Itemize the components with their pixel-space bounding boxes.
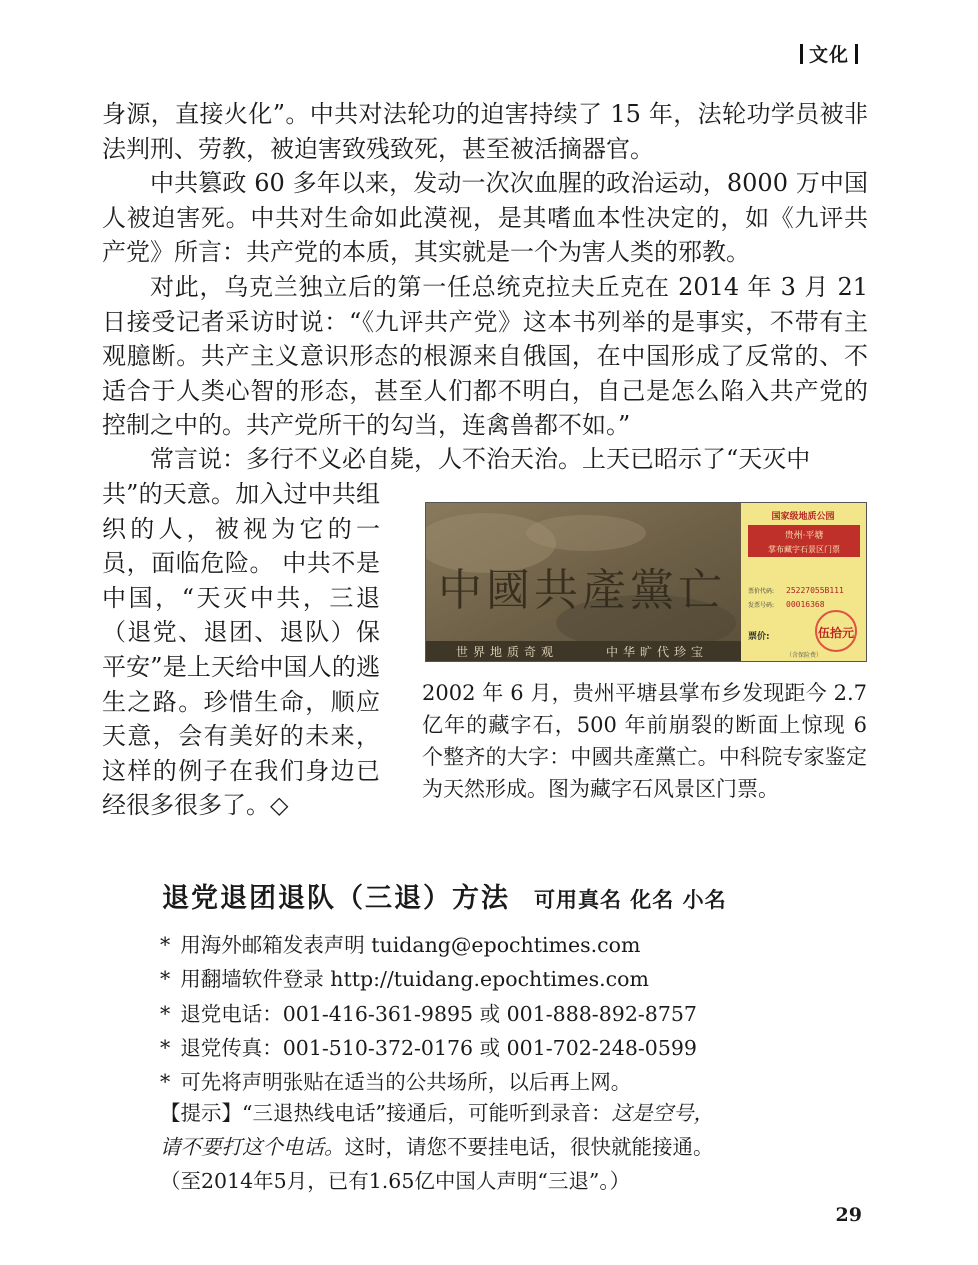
ticket-title: 国家级地质公园 <box>771 512 835 522</box>
stone-characters: 中國共產黨亡 <box>438 565 726 616</box>
bullet-star: * <box>160 1070 171 1095</box>
ticket-code-number: 00016368 <box>786 600 825 609</box>
section-tag-bar-left <box>800 44 803 64</box>
sanqui-title: 退党退团退队（三退）方法 <box>162 883 510 914</box>
ticket-serial-label: 票价代码: <box>748 588 775 595</box>
stone-photo-image <box>426 503 866 661</box>
tip-text-1: “三退热线电话”接通后，可能听到录音： <box>242 1101 612 1125</box>
bullet-star: * <box>160 1035 171 1060</box>
sanqui-heading <box>162 876 862 915</box>
article-paragraph-2: 中共篡政 60 多年以来，发动一次次血腥的政治运动，8000 万中国人被迫害死。中共对生命如此漠视，是其嗜血本性决定的，如《九评共产党》所言：共产党的本质，其实就是一个为害人类的邪教。 <box>102 169 868 266</box>
bullet-star: * <box>160 967 171 992</box>
sanqui-tip <box>160 1096 860 1198</box>
bullet-star: * <box>160 1001 171 1026</box>
list-item-text: 退党电话：001-416-361-9895 或 001-888-892-8757 <box>180 1001 697 1026</box>
list-item <box>160 962 697 996</box>
section-tag <box>794 40 864 67</box>
ticket-serial-number: 25227055B111 <box>786 586 844 595</box>
ticket-code-label: 发票号码: <box>748 602 775 609</box>
stone-photo <box>425 502 867 662</box>
photo-caption: 2002 年 6 月，贵州平塘县掌布乡发现距今 2.7 亿年的藏字石，500 年前崩裂的断面上惊现 6 个整齐的大字：中國共產黨亡。中科院专家鉴定为天然形成。图为藏字石风景区门票。 <box>422 681 867 801</box>
photo-caption-right: 中华旷代珍宝 <box>606 645 709 659</box>
article-paragraph-3: 对此，乌克兰独立后的第一任总统克拉夫丘克在 2014 年 3 月 21 日接受记者采访时说：“《九评共产党》这本书列举的是事实，不带有主观臆断。共产主义意识形态的根源来自俄国，在中国形成了反常的、不适合于人类心智的形态，甚至人们都不明白，自己是怎么陷入共产党的控制之中的。共产党所干的勾当，连禽兽都不如。” <box>102 273 868 439</box>
ticket-line-1: 贵州·平塘 <box>784 531 824 541</box>
section-name: 文化 <box>808 44 849 66</box>
section-tag-bar-right <box>855 44 858 64</box>
article-paragraph-4: 常言说：多行不义必自毙，人不治天治。上天已昭示了“天灭中 <box>150 445 811 473</box>
ticket-line-2: 掌布藏字石景区门票 <box>768 545 840 554</box>
article-side-column: 共”的天意。加入过中共组织的人，被视为它的一员，面临危险。 中共不是中国，“天灭中共，三退（退党、退团、退队）保平安”是上天给中国人的逃生之路。珍惜生命，顺应天意，会有美好的未来，这样的例子在我们身边已经很多很多了。◇ <box>102 480 380 820</box>
tip-recording-1: 这是空号， <box>611 1101 714 1125</box>
tip-text-2: 这时，请您不要挂电话，很快就能接通。 <box>344 1135 714 1159</box>
list-item <box>160 1031 697 1065</box>
list-item <box>160 928 697 962</box>
list-item-text: 用海外邮箱发表声明 tuidang@epochtimes.com <box>180 933 641 957</box>
stone-texture <box>526 515 646 551</box>
sanqui-subtitle: 可用真名 化名 小名 <box>534 887 727 912</box>
photo-caption-left: 世界地质奇观 <box>456 645 559 659</box>
list-item-text: 可先将声明张贴在适当的公共场所，以后再上网。 <box>180 1070 632 1095</box>
list-item-text: 退党传真：001-510-372-0176 或 001-702-248-0599 <box>180 1035 697 1060</box>
tip-recording-2: 请不要打这个电话。 <box>160 1135 345 1159</box>
sanqui-methods-list <box>160 928 697 1099</box>
bullet-star: * <box>160 933 171 957</box>
ticket-price: 伍拾元 <box>817 626 855 640</box>
ticket-footer: （含保险费） <box>785 652 823 659</box>
page-number: 29 <box>835 1204 862 1226</box>
tip-label: 【提示】 <box>160 1101 242 1125</box>
ticket-price-label: 票价: <box>748 632 770 642</box>
list-item <box>160 1065 697 1099</box>
list-item <box>160 997 697 1031</box>
tip-note: （至2014年5月，已有1.65亿中国人声明“三退”。） <box>160 1169 631 1193</box>
list-item-text: 用翻墙软件登录 http://tuidang.epochtimes.com <box>180 967 649 992</box>
article-paragraph-1: 身源，直接火化”。中共对法轮功的迫害持续了 15 年，法轮功学员被非法判刑、劳教，被迫害致残致死，甚至被活摘器官。 <box>102 100 868 163</box>
